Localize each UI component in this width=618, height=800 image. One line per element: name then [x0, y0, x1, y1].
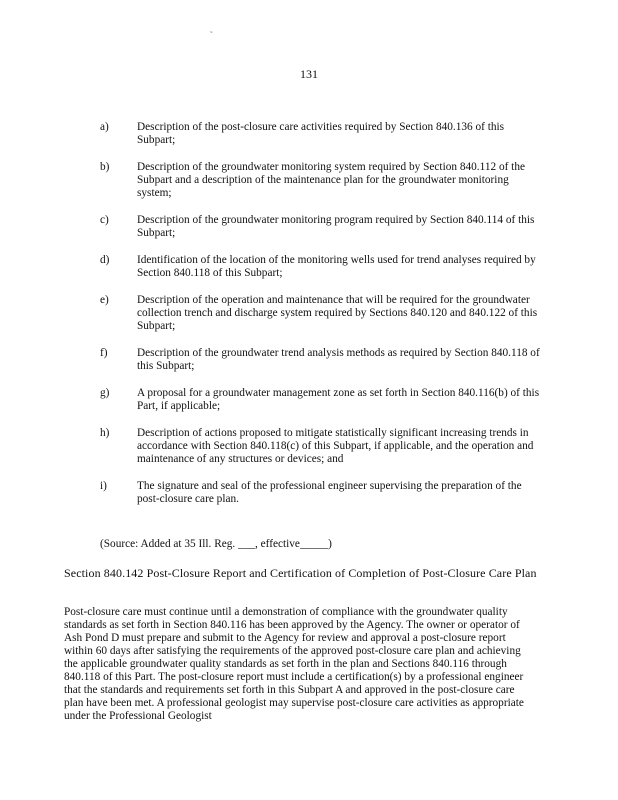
item-letter: i) — [100, 480, 107, 492]
list-item — [100, 347, 540, 373]
item-text: A proposal for a groundwater management zone as set forth in Section 840.116(b) of this Part, if applicable; — [137, 387, 540, 412]
page-number: 131 — [300, 67, 318, 81]
item-text: The signature and seal of the professional engineer supervising the preparation of the post-closure care plan. — [137, 480, 522, 505]
list-item — [100, 214, 540, 240]
list-item — [100, 161, 540, 200]
item-letter: g) — [100, 387, 110, 399]
item-text: Description of the groundwater monitoring program required by Section 840.114 of this Subpart; — [137, 214, 535, 239]
list-item — [100, 254, 540, 280]
item-text: Identification of the location of the monitoring wells used for trend analyses required by Section 840.118 of this Subpart; — [137, 254, 536, 279]
item-letter: f) — [100, 347, 108, 359]
list-item — [100, 427, 540, 466]
item-letter: a) — [100, 121, 109, 133]
item-text: Description of the operation and maintenance that will be required for the groundwater collection trench and discharge system required by Sections 840.120 and 840.122 of this Subpart; — [137, 294, 538, 332]
list-item — [100, 480, 540, 506]
requirements-list — [100, 121, 540, 520]
section-heading: Section 840.142 Post-Closure Report and Certification of Completion of Post-Closure Care Plan — [64, 566, 537, 580]
body-paragraph: Post-closure care must continue until a demonstration of compliance with the groundwater quality standards as set forth in Section 840.116 has been approved by the Agency. The owner or operator of Ash Pond D must prepare and submit to the Agency for review and approval a post-closure report within 60 days after satisfying the requirements of the approved post-closure care plan and achieving the applicable groundwater quality standards as set forth in the plan and Sections 840.116 through 840.118 of this Part. The post-closure report must include a certification(s) by a professional engineer that the standards and requirements set forth in this Subpart A and approved in the post-closure care plan have been met. A professional geologist may supervise post-closure care activities as appropriate under the Professional Geologist — [64, 606, 524, 722]
item-text: Description of actions proposed to mitigate statistically significant increasing trends in accordance with Section 840.118(c) of this Subpart, if applicable, and the operation and maintenance of any structures or devices; and — [137, 427, 534, 465]
source-note: (Source: Added at 35 Ill. Reg. ___, effective_____) — [100, 538, 332, 550]
item-letter: c) — [100, 214, 109, 226]
item-letter: b) — [100, 161, 110, 173]
item-letter: h) — [100, 427, 110, 439]
scan-mark: ˜ — [210, 30, 213, 39]
item-text: Description of the post-closure care activities required by Section 840.136 of this Subpart; — [137, 121, 505, 146]
list-item — [100, 294, 540, 333]
item-text: Description of the groundwater monitoring system required by Section 840.112 of the Subpart and a description of the maintenance plan for the groundwater monitoring system; — [137, 161, 525, 199]
list-item — [100, 387, 540, 413]
item-letter: e) — [100, 294, 109, 306]
item-text: Description of the groundwater trend analysis methods as required by Section 840.118 of this Subpart; — [137, 347, 540, 372]
list-item — [100, 121, 540, 147]
item-letter: d) — [100, 254, 110, 266]
